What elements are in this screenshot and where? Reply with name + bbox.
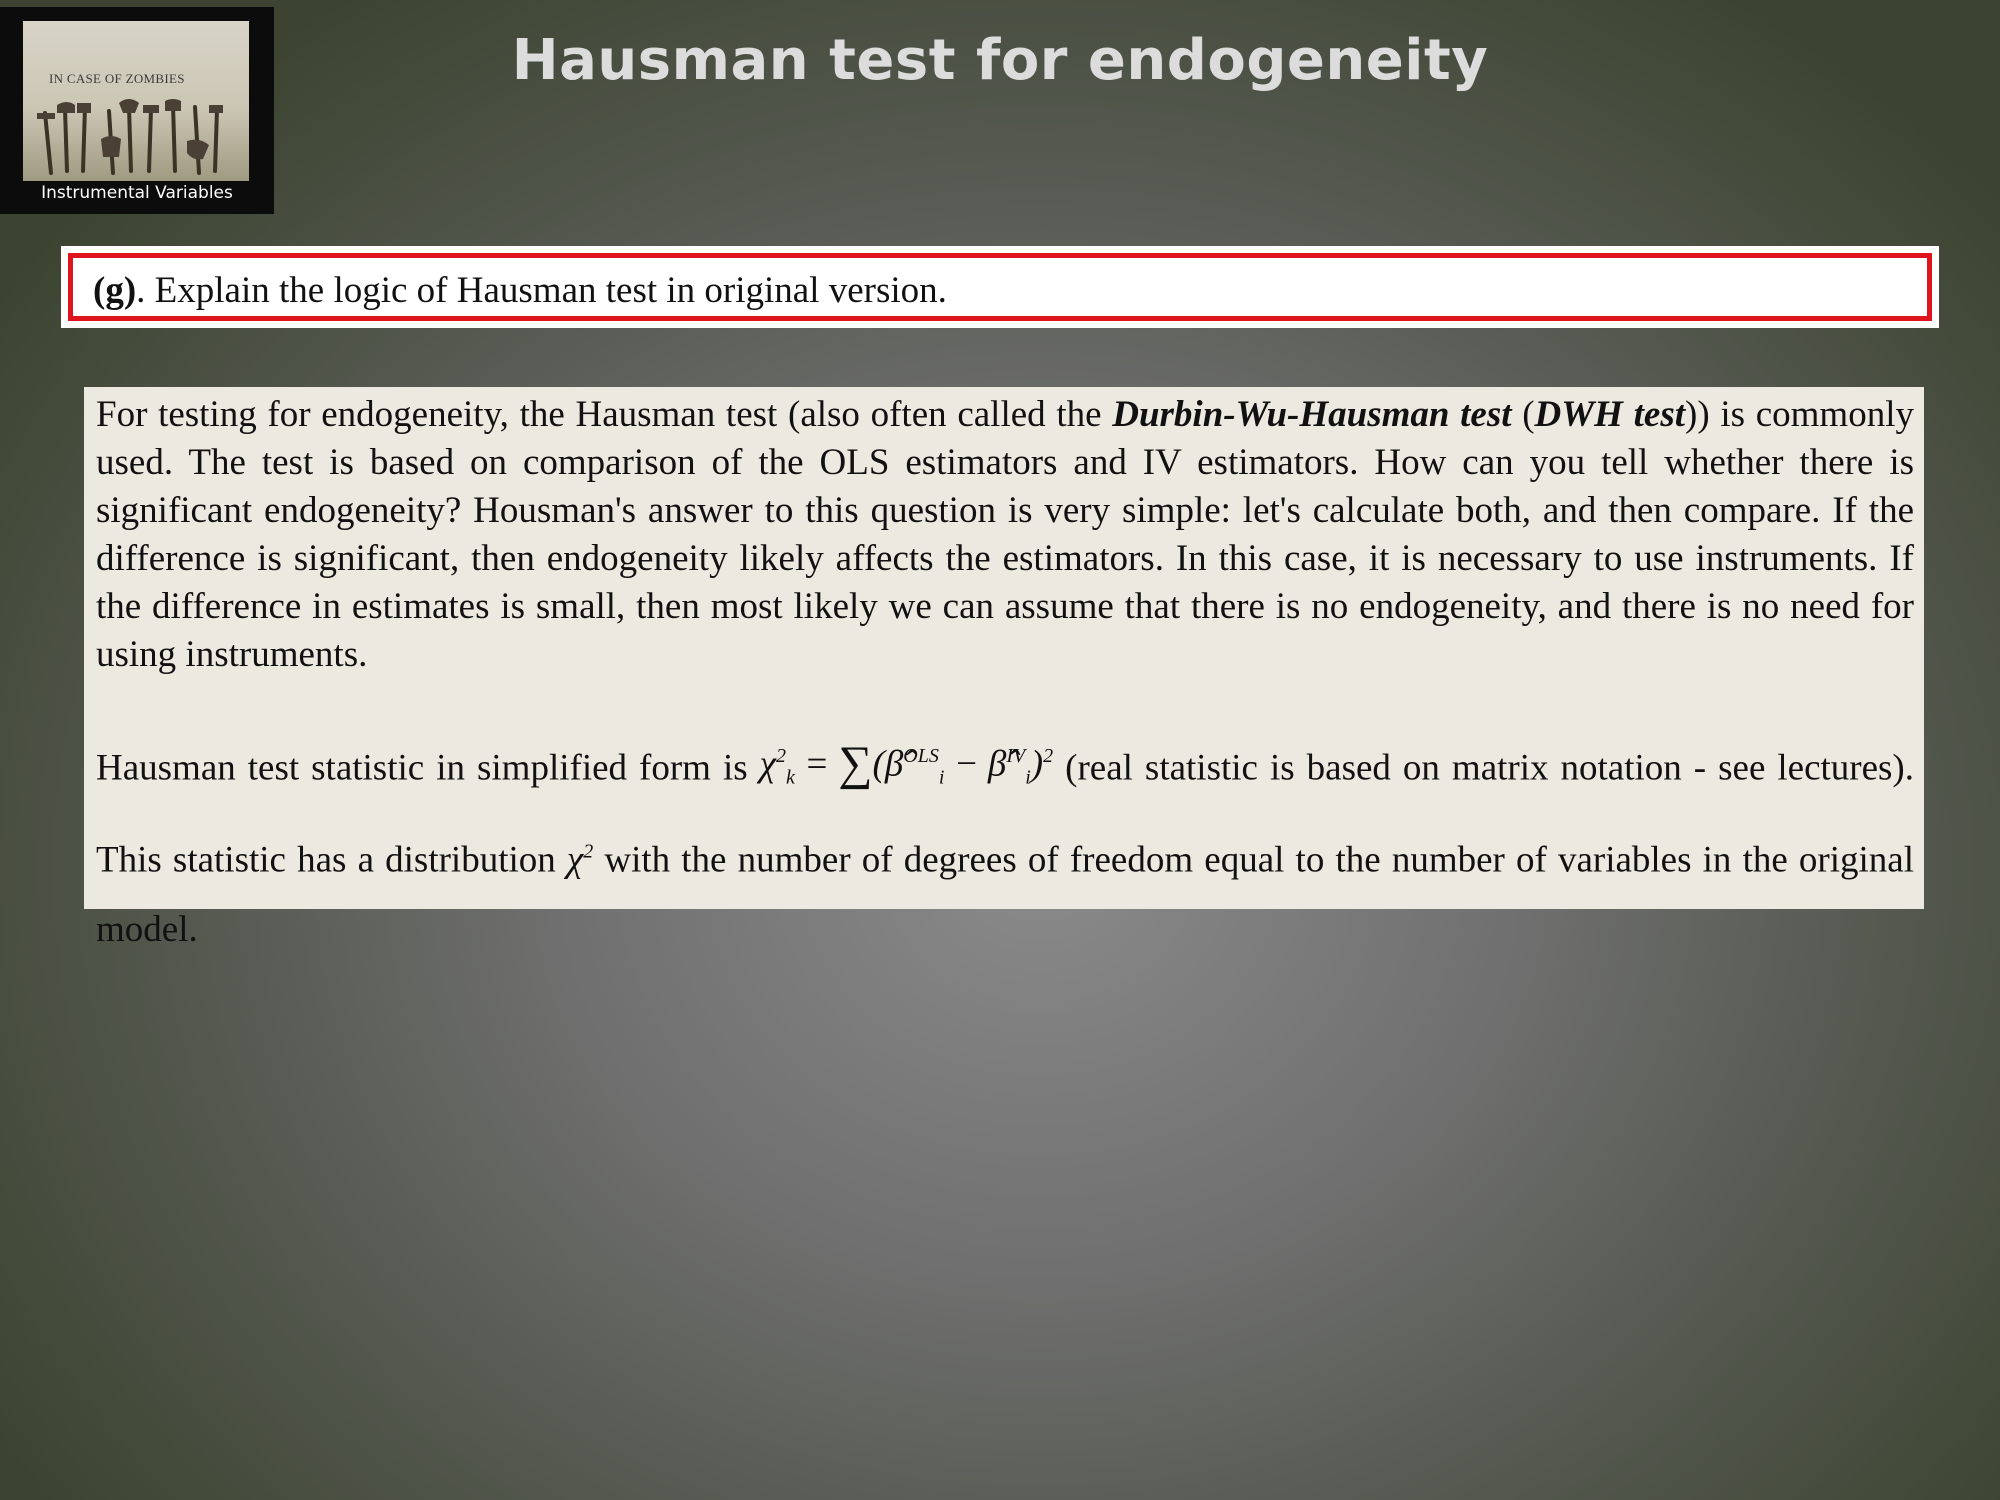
p1-bold-term: Durbin-Wu-Hausman test: [1112, 394, 1512, 435]
p1-bold-abbrev: DWH test: [1534, 394, 1686, 435]
formula-equals: =: [794, 743, 839, 785]
formula-chi-sub: k: [785, 766, 795, 789]
formula-iv-sub: i: [1025, 766, 1031, 789]
p2-text-a: Hausman test statistic in simplified form is: [96, 747, 760, 789]
answer-paragraph-2: [96, 725, 1914, 965]
question-panel: [61, 246, 1939, 328]
slide-title: Hausman test for endogeneity: [511, 28, 1489, 93]
paragraph-gap: [96, 679, 1914, 725]
logo-sign-text: IN CASE OF ZOMBIES: [49, 71, 185, 86]
formula-close-sup: 2: [1043, 745, 1054, 767]
p2-text-b: (real statistic is based on matrix notation - see lectures). This statistic has a distribution: [96, 747, 1914, 881]
formula-open: (: [872, 743, 885, 785]
formula-beta-iv: β̂: [987, 743, 1007, 785]
formula-chi-sup: 2: [775, 745, 786, 767]
formula-ols-sup: OLS: [903, 745, 939, 767]
hausman-formula: [760, 721, 1053, 813]
formula-close: ): [1030, 743, 1044, 785]
formula-sum: ∑: [838, 737, 873, 791]
chi-squared-symbol: [567, 839, 593, 880]
formula-chi: χ: [759, 743, 776, 785]
question-frame: [68, 253, 1932, 321]
p1-text-b: (: [1511, 394, 1535, 435]
answer-panel: [84, 387, 1924, 951]
logo-caption: Instrumental Variables: [41, 183, 233, 203]
formula-minus: −: [944, 743, 988, 785]
formula-beta-ols: β̂: [884, 743, 904, 785]
question-label: (g): [93, 270, 137, 311]
formula-ols-sub: i: [938, 766, 945, 789]
tools-illustration: [23, 21, 249, 181]
logo-badge: [0, 7, 274, 214]
question-text: . Explain the logic of Hausman test in original version.: [136, 270, 947, 311]
zombie-tools-photo: [23, 21, 249, 181]
formula-iv-sup: IV: [1006, 745, 1026, 767]
chi-symbol: χ: [566, 839, 584, 881]
answer-paragraph-1: [96, 391, 1914, 679]
chi-sup: 2: [583, 840, 594, 863]
p1-text-c: )) is commonly used. The test is based on comparison of the OLS estimators and IV estimators. How can you tell whether there is significant endogeneity? Housman's answer to this question is very simple: let's calculate both, and then compare. If the difference is significant, then endogeneity likely affects the estimators. In this case, it is necessary to use instruments. If the difference in estimates is small, then most likely we can assume that there is no endogeneity, and there is no need for using instruments.: [96, 394, 1914, 675]
p2-text-c: with the number of degrees of freedom equal to the number of variables in the original model.: [96, 839, 1915, 951]
p1-text-a: For testing for endogeneity, the Hausman test (also often called the: [96, 394, 1113, 435]
